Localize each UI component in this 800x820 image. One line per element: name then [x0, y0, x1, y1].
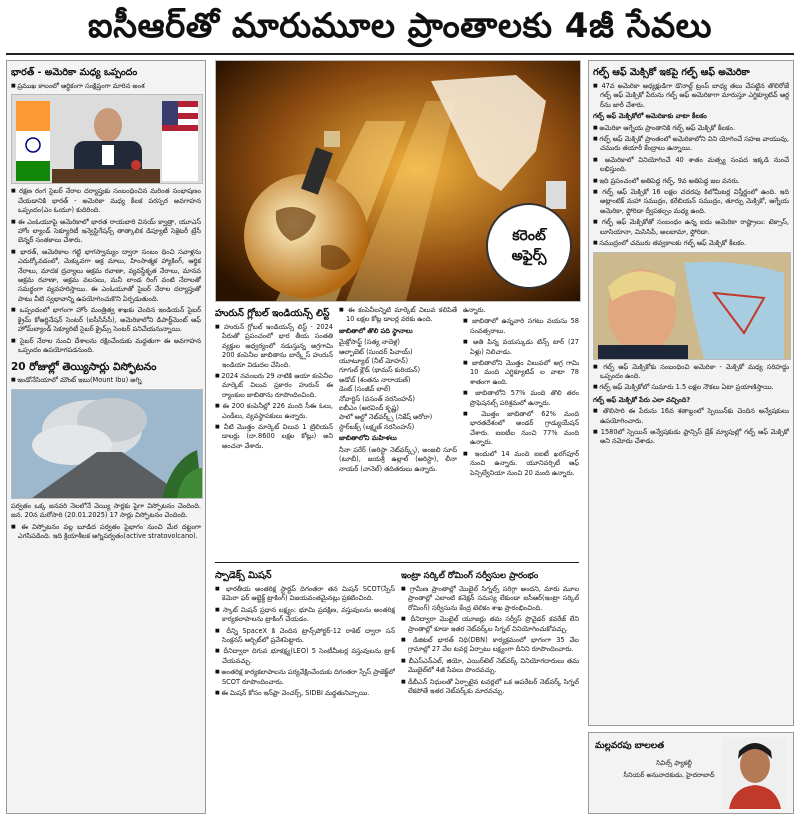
paragraph: పర్వతం ఒక్క జనవరి నెలలోనే వెయ్యి సార్లకు పైగా విస్ఫోటనం చెందింది. జన. 20న మరోసారి (20.01.2025) 17 సార్లు విస్ఫోటనం చెందింది. [11, 501, 201, 520]
volcano-illustration [12, 390, 202, 498]
paragraph: ■ అతి పిన్న వయస్కుడు టిన్స్ టార్ (27 ఏళ్లు) నిలిచాడు. [463, 338, 579, 357]
paragraph: ■ బీఎస్ఎన్ఎల్, జియో, ఎయిర్‌టెల్ నెట్‌వర్క్ వినియోగదారులు తమ మొబైల్‌లో 4జీ సేవలు పొందవచ్చు. [401, 657, 579, 676]
center-col-1 [215, 306, 333, 556]
author-role: సివిల్స్ ఫ్యాకల్టీ [656, 759, 692, 767]
list-item: డెంట్ (సంజీవ్ లాల్) [339, 385, 391, 394]
paragraph: ■ మొత్తం జాబితాలో 62% మంది భారతదేశంలో అండర్ గ్రాడ్యుయేషన్ చేశారు. ఐఐటీల నుంచి 77% మంది ఉన్నారు. [463, 410, 579, 448]
paragraph: ■ ఈ 200 కంపెనీల్లో 226 మంది సీఈ ఓలు, ఎండీలు, వ్యవస్థాపకులు ఉన్నారు. [215, 402, 333, 421]
list-item: ఐబీఎం (అరవింద్ కృష్ణ) [339, 404, 399, 413]
section-title-spadex: స్పాడెక్స్ మిషన్ [215, 570, 272, 581]
section-title-india-usa: భారత్ - అమెరికా మధ్య ఒప్పందం [11, 67, 138, 78]
section-title-volcano: 20 రోజుల్లో తెయ్యిసార్లు విస్ఫోటనం [11, 361, 157, 374]
paragraph: ■ అంతరిక్ష కార్యకలాపాలను పర్యవేక్షించేందుకు దిగంతరా స్పేస్ ప్రాజెక్ట్‌లో SCOT రూపొందించారు. [215, 668, 395, 687]
paragraph: ■ జాబితాలోని 57% మంది తొలి తరం ప్రొఫెషనల్స్ పరిశ్రమలో ఉన్నారు. [463, 389, 579, 408]
paragraph: ■ రక్షణ రంగ సైబర్ నేరాల దర్యాప్తుకు సంబంధించిన మరింత సంభాషణం చేయడానికి భారత్ - అమెరికా మధ్య కీలక పరస్పర అవగాహన ఒప్పందం(ఎం ఓయూ) కుదిరింది. [11, 187, 201, 215]
paragraph: ■ సైబర్ నేరాల నుంచి దేశాలను రక్షించేందుకు మద్దతుగా ఈ అవగాహన ఒప్పందం ఉపయోగపడనుంది. [11, 337, 201, 356]
india-usa-meeting-photo [11, 94, 203, 184]
current-affairs-badge: కరెంట్ అఫైర్స్ [486, 203, 572, 289]
paragraph: ■ డీబీఎన్ నిధులతో ఏర్పాటైన టవర్లలో ఒక ఆపరేటర్ నెట్‌వర్క్ సిగ్నల్ లేకపోతే ఇతర నెట్‌వర్క్‌కు మారవచ్చు. [401, 678, 579, 697]
paragraph: ఉన్నారు. [463, 306, 486, 314]
paragraph: ■ 2024 నవంబరు 29 నాటికి ఆయా కంపెనీల మార్కెట్ విలువ ప్రకారం హురున్ ఈ ర్యాంకుల జాబితాను రూపొందించింది. [215, 372, 333, 400]
paragraph: ■ హురున్ గ్లోబల్ ఇండియన్స్ లిస్ట్ - 2024 పేరుతో ప్రపంచంలో భార తీయ సంతతి వ్యక్తుల ఆధ్వర్యంలో నడుస్తున్న అగ్రగామి 200 కంపెనీల జాబితాను బార్క్లేస్ హురున్ ఇండియా విడుదల చేసింది. [215, 323, 333, 370]
trump-map-image [593, 252, 791, 360]
meeting-illustration [12, 95, 202, 183]
top-rule [6, 53, 794, 55]
subheading: గల్ఫ్ ఆఫ్ మెక్సికోలో అమెరికాకు వాటా కీలకం [593, 112, 707, 121]
left-column [6, 60, 206, 814]
current-affairs-banner [215, 60, 581, 302]
subheading: జాబితాలో తొలి పది స్థానాలు [339, 326, 413, 335]
list-item: ■ సముద్రంలో చమురు తవ్వకాలకు గల్ఫ్ ఆఫ్ మెక్సికో కీలకం. [593, 239, 789, 248]
volcano-image [11, 389, 203, 499]
paragraph: ■ దీన్ని SpaceX కి చెందిన ట్రాన్స్‌పోర్టర్-12 రాకెట్ ద్వారా సన్ సింక్రనస్ ఆర్బిట్‌లో ప్రవేశపెట్టారు. [215, 627, 395, 646]
list-item: అడోబ్ (శంతను నారాయణ్) [339, 375, 411, 384]
paragraph: ■ డిజిటల్ భారత్ నిధి(DBN) కార్యక్రమంలో భాగంగా 35 వేల గ్రామాల్లో 27 వేల టవర్ల ఏర్పాటు లక్ష్యంగా దీనిని రూపొందించారు. [401, 636, 579, 655]
paragraph: ■ ఒప్పందంలో భాగంగా హోం మంత్రిత్వ శాఖకు చెందిన ఇండియన్ సైబర్ క్రైమ్ కోఆర్డినేషన్ సెంటర్ (ఐసీసీసీసీ), అమెరికాలోని డిపార్ట్‌మెంట్ ఆఫ్ హోమ్‌ల్యాండ్ సెక్యూరిటీ సైబర్ క్రైమ్స్ సెంటర్ పనిచేయనున్నాయి. [11, 306, 201, 334]
author-box [588, 732, 794, 814]
center-col-3 [463, 306, 579, 556]
paragraph: ■ 1580లో స్పెయిన్ అన్వేషకుడు ఫ్రాన్సిస్ డ్రేక్ మ్యాపుల్లో గల్ఫ్ ఆఫ్ మెక్సికో అని నమోదు చేశాడు. [593, 428, 789, 447]
list-item: ■ ఇది ప్రపంచంలో అతిపెద్ద గల్ఫ్. 9వ అతిపెద్ద జల వనరు. [593, 177, 789, 186]
paragraph: ■ తొలిసారి ఈ పేరును 16వ శతాబ్దంలో స్పెయిన్‌కు చెందిన అన్వేషకులు ఉపయోగించారు. [593, 407, 789, 426]
paragraph: ■ గ్రామీణ ప్రాంతాల్లో మొబైల్ సిగ్నల్స్ సరిగ్గా అందని, మారు మూల ప్రాంతాల్లో ఎలాంటి కనెక్షన్ సమస్య లేకుండా ఐసీఆర్(ఇంట్రా సర్కిల్ రోమింగ్) సర్వీసును కేంద్ర టెలికం శాఖ ప్రారంభించింది. [401, 585, 579, 613]
paragraph: ■ దీనిద్వారా దిగువ భూకక్ష్య(LEO) 5 సెంటీమీటర్ల వస్తువులను ట్రాక్ చేయవచ్చు. [215, 647, 395, 666]
top-ten-list [339, 338, 457, 432]
headline: ఐసీఆర్‌తో మారుమూల ప్రాంతాలకు 4జీ సేవలు [87, 6, 713, 46]
paragraph: ■ భారత్, అమెరికాల గట్టి భాగస్వామ్యం ద్వారా సంబం ధించి సవాళ్లను ఎదుర్కోవడంలో, మెక్కువగా అక్ర మాలు, హింసాత్మక హ్యాకింగ్, ఆర్థిక నేరాలు, మాదక ద్రవ్యాలు అక్రమ రవాణా, వ్యవస్థీకృత నేరాలు, మానవ అక్రమ రవాణా, అక్రమ వలసలు, మనీ లాండ రింగ్ వంటి నేరాలతో సమర్థంగా వ్యవహరిస్తాయి. ఈ ఎంఓయూతో సైబర్ నేరాల దర్యాప్తుతో పాటు వీటి స్వభావాన్ని ఉపయోగించుకొని ఏర్పడుతుంది. [11, 248, 201, 304]
list-item: పాలో ఆల్టో నెట్‌వర్క్స్ (నికేష్ అరోరా) [339, 413, 433, 422]
paragraph: ■ ప్రముఖ కాలంలో ఆర్థికంగా సంక్షిప్తంగా మారిన అంశ [11, 82, 201, 91]
subheading: జాబితాలోని మహిళలు [339, 434, 397, 443]
list-item: మైక్రోసాఫ్ట్ (సత్య నాదెళ్ల) [339, 338, 400, 347]
paragraph: ■ ఈ విస్ఫోటనం వల్ల బూడిద పర్వతం పైభాగం నుంచి మేర దట్టంగా ఎగసిపడింది. ఇది క్రియాశీలక అగ్నిపర్వతం(active stratovolcano). [11, 523, 201, 542]
paragraph: ■ ఈ మిషన్ కోసం ఇన్‌ఫ్రా వెంచర్స్, SIDBI మద్దతునిచ్చాయి. [215, 689, 395, 698]
paragraph: ■ ఇండోనేసియాలో మౌంట్ ఇబు(Mount Ibu) అగ్ని [11, 376, 201, 385]
paragraph: ■ జాబితాలో ఉన్నవారి సగటు వయసు 58 సంవత్సరాలు. [463, 317, 579, 336]
paragraph: ■ ఈ కంపెనీలన్నిటి మార్కెట్ విలువ కలిపితే 10 లక్షల కోట్ల డాలర్ల వరకు ఉంది. [339, 306, 457, 325]
list-item: ■ గల్ఫ్ ఆఫ్ మెక్సికోకు సంబంధించి అమెరికా - మెక్సికో మధ్య సరిహద్దు ఒప్పందం ఉంది. [593, 363, 789, 382]
section-title-hurun: హురున్ గ్లోబల్ ఇండియన్స్ లిస్ట్ [215, 308, 330, 319]
list-item: ■ గల్ఫ్ ఆఫ్ మెక్సికోలో సుమారు 1.5 లక్షల నౌకలు ఏటా ప్రయాణిస్తాయి. [593, 383, 789, 392]
author-portrait [723, 737, 787, 809]
center-bottom-right [401, 568, 579, 814]
list-item: ■ గల్ఫ్ ఆఫ్ మెక్సికోతో సంబంధం ఉన్న ఐదు అమెరికా రాష్ట్రాలు: టెక్సాస్, లూసియానా, మిసిసిపీ, అలబామా, ఫ్లోరిడా. [593, 218, 789, 237]
trump-photo [594, 253, 790, 359]
question-heading: గల్ఫ్ ఆఫ్ మెక్సికో పేరు ఎలా వచ్చింది? [593, 395, 691, 404]
list-item: యూట్యూబ్ (నీల్ మోహన్) [339, 357, 409, 366]
author-name: మల్లవరపు బాలలత [595, 741, 665, 751]
section-title-gulf: గల్ఫ్ ఆఫ్ మెక్సికో ఇకపై గల్ఫ్ ఆఫ్ అమెరికా [593, 67, 750, 78]
paragraph: నీనా పరేర్ (అరిస్టా నెట్‌వర్క్స్), అంజలి సూద్ (టూబీ), జయశ్రీ ఉల్లాల్ (అరిస్టా), లీనా నాయర్ (చానెల్) తదితరులు ఉన్నారు. [339, 445, 457, 473]
paragraph: ■ 47వ అమెరికా అధ్యక్షుడిగా డొనాల్డ్ ట్రంప్ బాధ్య తలు చేపట్టిన తొలిరోజే గల్ఫ్ ఆఫ్ మెక్సికో పేరును గల్ఫ్ ఆఫ్ అమెరికాగా మారుస్తూ ఎగ్జిక్యూటివ్ ఆర్డ ర్‌ను జారీ చేశారు. [593, 82, 789, 110]
paragraph: ■ స్కాట్ మిషన్ ప్రధాన లక్ష్యం: భూమి ప్రదక్షిణ, వస్తువులను అంతరిక్ష కార్యకలాపాలను ట్రాకింగ్ చేయడం. [215, 606, 395, 625]
paragraph: ■ వీటి మొత్తం మార్కెట్ విలువ 1 ట్రిలియన్ డాలర్లు (దా.8600 లక్షల కోట్లు) అని అంచనా వేశారు. [215, 423, 333, 451]
paragraph: ■ దీనిద్వారా మొబైల్ యూజర్లు తమ సర్వీస్ ప్రొవైడర్ కవరేజ్ లేని ప్రాంతాల్లో కూడా ఇతర నెట్‌వర్క్‌ల సిగ్నల్ వినియోగించుకోవచ్చు. [401, 615, 579, 634]
list-item: గూగుల్ క్లౌడ్ (థామస్ కురియన్) [339, 366, 421, 375]
center-bottom-left [215, 568, 395, 814]
list-item: ఆల్ఫాబెట్ (సుందర్ పిచాయ్) [339, 347, 413, 356]
list-item: నోవార్టిస్ (వసంత్ నరసింహన్) [339, 394, 415, 403]
center-col-2 [339, 306, 457, 556]
list-item: ■ గల్ఫ్ ఆఫ్ మెక్సికో 16 లక్షల చదరపు కిలోమీటర్ల విస్తీర్ణంలో ఉంది. ఇది అట్లాంటిక్ మహా సముద్రం, కరేబియన్ సముద్రం, తూర్పు మెక్సికో, ఆగ్నేయ అమెరికా, ఫ్లోరిడా ద్వీపకల్పం మధ్య ఉంది. [593, 188, 789, 216]
center-divider [215, 562, 579, 563]
paragraph: ■ జాబితాలోని మొత్తం విలువలో అగ్ర గామి 10 మంది ఎగ్జిక్యూటివ్ ల వాటా 78 శాతంగా ఉంది. [463, 359, 579, 387]
author-photo [723, 737, 787, 809]
section-title-icr: ఇంట్రా సర్కిల్ రోమింగ్ సర్వీసుల ప్రారంభం [401, 571, 539, 581]
paragraph: ■ భారతీయ అంతరిక్ష స్టార్టప్ దిగంతరా తన మిషన్ SCOT(స్పేస్ కెమెరా ఫర్ ఆబ్జెక్ట్ ట్రాకింగ్) విజయవంతమైనట్లు ప్రకటించింది. [215, 585, 395, 604]
paragraph: ■ ఈ ఎంఓయూపై అమెరికాలో భారత రాయబారి వినయ్ క్వాత్రా, యూఎస్ హోం ల్యాండ్ సెక్యూరిటీ ఇన్వెస్టిగేషన్స్ తాత్కాలిక డిప్యూటీ సెక్రెటరీ ట్రేసీ బెన్నర్ సంతకాలు చేశారు. [11, 218, 201, 246]
list-item: ■ అమెరికాలో వినియోగించే 40 శాతం మత్స్య సంపద ఇక్కడి నుంచే లభిస్తుంది. [593, 156, 789, 175]
usa-flag-icon [162, 101, 198, 181]
list-item: ■ గల్ఫ్ ఆఫ్ మెక్సికో ప్రాంతంలో అమెరికాలోని విని యోగించే సహజ వాయువు, చమురు తయారీ కేంద్రాలు ఉన్నాయి. [593, 135, 789, 154]
india-flag-icon [16, 101, 50, 181]
right-column [588, 60, 794, 726]
author-org: సీనియర్ అనువాదకుడు, హైదరాబాద్ [623, 771, 715, 779]
list-item: ■ అమెరికా ఆగ్నేయ ప్రాంతానికి గల్ఫ్ ఆఫ్ మెక్సికో కీలకం. [593, 124, 789, 133]
paragraph: ■ ఇందులో 14 మంది ఐఐటీ ఖరగ్‌పూర్ నుంచి ఉన్నారు. యూనివర్సిటీ ఆఫ్ పెన్సిల్వేనియా నుంచి 20 మంది ఉన్నారు. [463, 450, 579, 478]
list-item: స్టార్‌బక్స్ (లక్ష్మణ్ నరసింహన్) [339, 422, 415, 431]
